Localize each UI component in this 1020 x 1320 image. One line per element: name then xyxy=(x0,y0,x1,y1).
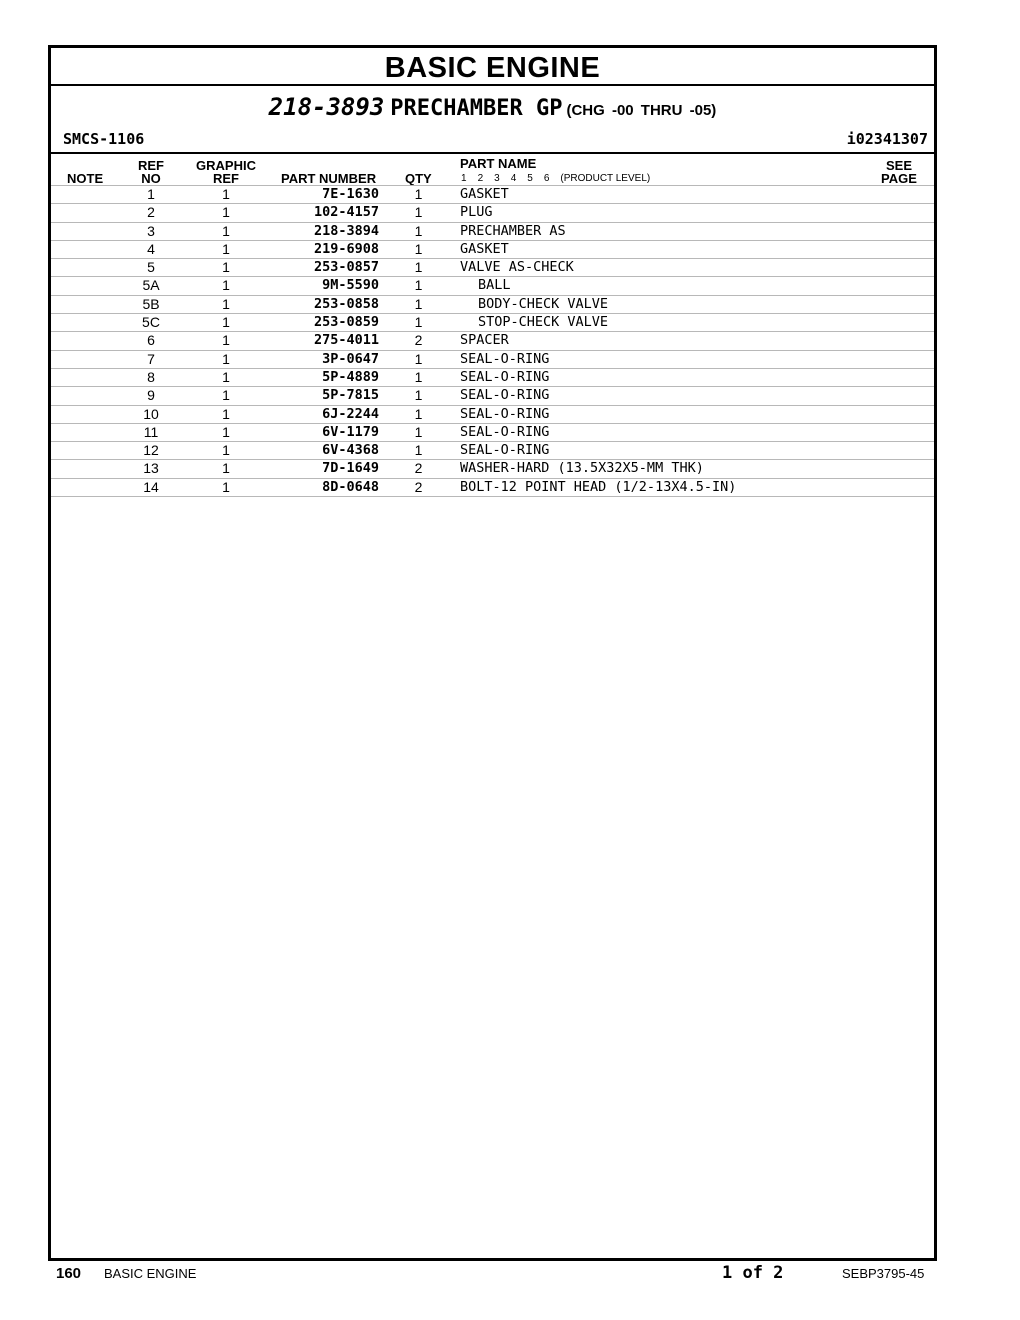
part-name: GASKET xyxy=(460,240,509,257)
quantity: 1 xyxy=(414,314,423,331)
table-row xyxy=(51,313,934,331)
footer-document-id: SEBP3795-45 xyxy=(842,1266,925,1281)
ref-no: 12 xyxy=(143,442,159,459)
header-see-page xyxy=(871,159,927,185)
table-row xyxy=(51,441,934,459)
graphic-ref: 1 xyxy=(222,350,230,367)
page-frame xyxy=(48,45,937,1261)
table-row xyxy=(51,368,934,386)
table-row xyxy=(51,203,934,221)
header-ref-top: REF xyxy=(138,158,164,173)
quantity: 1 xyxy=(414,240,423,257)
header-graphic-top: GRAPHIC xyxy=(196,158,256,173)
header-ref-no xyxy=(121,159,181,185)
header-graphic-ref xyxy=(186,159,266,185)
ref-no: 8 xyxy=(147,368,155,385)
quantity: 1 xyxy=(414,259,423,276)
graphic-ref: 1 xyxy=(222,423,230,440)
ref-no: 1 xyxy=(147,186,155,202)
graphic-ref: 1 xyxy=(222,442,230,459)
graphic-ref: 1 xyxy=(222,295,230,312)
ref-no: 5C xyxy=(142,314,160,331)
table-row xyxy=(51,423,934,441)
graphic-ref: 1 xyxy=(222,332,230,349)
table-row xyxy=(51,222,934,240)
product-level-2: 2 xyxy=(477,173,484,184)
table-row xyxy=(51,258,934,276)
parts-table xyxy=(51,185,934,497)
group-number: 218-3893 xyxy=(268,93,385,121)
table-row xyxy=(51,478,934,497)
graphic-ref: 1 xyxy=(222,478,230,495)
ref-no: 9 xyxy=(147,387,155,404)
part-number: 7D-1649 xyxy=(322,460,379,477)
graphic-ref: 1 xyxy=(222,186,230,202)
part-number: 5P-7815 xyxy=(322,387,379,404)
quantity: 1 xyxy=(414,204,423,221)
quantity: 2 xyxy=(414,332,423,349)
ref-no: 10 xyxy=(143,405,159,422)
part-number: 3P-0647 xyxy=(322,350,379,367)
header-divider xyxy=(51,152,934,154)
header-graphic-bottom: REF xyxy=(213,171,239,186)
header-ref-bottom: NO xyxy=(141,171,161,186)
product-level-6: 6 xyxy=(543,173,550,184)
quantity: 2 xyxy=(414,460,423,477)
footer-page-number: 160 xyxy=(56,1265,82,1282)
header-part-number: PART NUMBER xyxy=(281,171,377,186)
graphic-ref: 1 xyxy=(222,314,230,331)
part-name: WASHER-HARD (13.5X32X5-MM THK) xyxy=(460,460,704,477)
part-name: SEAL-O-RING xyxy=(460,368,550,385)
ref-no: 4 xyxy=(147,240,155,257)
part-name: GASKET xyxy=(460,186,509,202)
part-name: VALVE AS-CHECK xyxy=(460,259,574,276)
quantity: 1 xyxy=(414,295,423,312)
quantity: 1 xyxy=(414,387,423,404)
ref-no: 7 xyxy=(147,350,155,367)
product-level-1: 1 xyxy=(461,173,467,184)
header-product-levels xyxy=(461,173,650,184)
part-number: 5P-4889 xyxy=(322,368,379,385)
part-name: BOLT-12 POINT HEAD (1/2-13X4.5-IN) xyxy=(460,478,737,495)
graphic-ref: 1 xyxy=(222,368,230,385)
part-number: 102-4157 xyxy=(313,204,379,221)
part-number: 253-0857 xyxy=(313,259,379,276)
quantity: 1 xyxy=(414,222,423,239)
table-row xyxy=(51,405,934,423)
quantity: 1 xyxy=(414,423,423,440)
part-name: SEAL-O-RING xyxy=(460,387,550,404)
ref-no: 13 xyxy=(143,460,159,477)
quantity: 1 xyxy=(414,350,423,367)
graphic-ref: 1 xyxy=(222,405,230,422)
illustration-id: i02341307 xyxy=(846,130,928,148)
part-number: 7E-1630 xyxy=(322,186,379,202)
footer-page-of: 1 of 2 xyxy=(722,1263,784,1283)
section-title: BASIC ENGINE xyxy=(51,48,934,86)
header-see-top: SEE xyxy=(885,158,912,173)
part-number: 219-6908 xyxy=(313,240,379,257)
ref-no: 5B xyxy=(142,295,160,312)
graphic-ref: 1 xyxy=(222,240,230,257)
header-note: NOTE xyxy=(67,171,104,186)
part-number: 253-0859 xyxy=(313,314,379,331)
part-number: 6V-4368 xyxy=(322,442,379,459)
part-number: 275-4011 xyxy=(313,332,379,349)
table-row xyxy=(51,386,934,404)
quantity: 2 xyxy=(414,478,423,495)
quantity: 1 xyxy=(414,277,423,294)
table-row xyxy=(51,295,934,313)
quantity: 1 xyxy=(414,405,423,422)
graphic-ref: 1 xyxy=(222,277,230,294)
table-row xyxy=(51,331,934,349)
quantity: 1 xyxy=(414,368,423,385)
table-row xyxy=(51,350,934,368)
graphic-ref: 1 xyxy=(222,204,230,221)
part-name: PLUG xyxy=(460,204,493,221)
table-row xyxy=(51,459,934,477)
ref-no: 2 xyxy=(147,204,155,221)
part-name: SEAL-O-RING xyxy=(460,405,550,422)
ref-no: 5A xyxy=(142,277,160,294)
quantity: 1 xyxy=(414,186,423,202)
part-name: SEAL-O-RING xyxy=(460,423,550,440)
header-qty: QTY xyxy=(405,171,432,186)
smcs-code: SMCS-1106 xyxy=(63,130,145,148)
table-row xyxy=(51,276,934,294)
part-number: 6V-1179 xyxy=(322,423,379,440)
part-number: 253-0858 xyxy=(313,295,379,312)
ref-no: 11 xyxy=(143,423,159,440)
part-name: SEAL-O-RING xyxy=(460,442,550,459)
header-see-bottom: PAGE xyxy=(881,171,917,186)
graphic-ref: 1 xyxy=(222,259,230,276)
ref-no: 14 xyxy=(143,478,159,495)
product-level-5: 5 xyxy=(527,173,533,184)
part-name: SEAL-O-RING xyxy=(460,350,550,367)
ref-no: 6 xyxy=(147,332,155,349)
part-number: 218-3894 xyxy=(313,222,379,239)
part-number: 9M-5590 xyxy=(322,277,379,294)
group-title xyxy=(51,90,934,128)
ref-no: 5 xyxy=(147,259,155,276)
part-number: 8D-0648 xyxy=(322,478,379,495)
part-name: BODY-CHECK VALVE xyxy=(478,295,609,312)
product-level-3: 3 xyxy=(494,173,500,184)
footer-section-name: BASIC ENGINE xyxy=(104,1266,197,1281)
group-change-range: (CHG -00 THRU -05) xyxy=(566,102,717,119)
table-row xyxy=(51,185,934,203)
part-name: SPACER xyxy=(460,332,509,349)
graphic-ref: 1 xyxy=(222,460,230,477)
quantity: 1 xyxy=(414,442,423,459)
header-part-name: PART NAME xyxy=(460,156,537,171)
graphic-ref: 1 xyxy=(222,222,230,239)
ref-no: 3 xyxy=(147,222,155,239)
graphic-ref: 1 xyxy=(222,387,230,404)
part-name: BALL xyxy=(478,277,511,294)
product-level-4: 4 xyxy=(510,173,517,184)
part-name: PRECHAMBER AS xyxy=(460,222,566,239)
part-number: 6J-2244 xyxy=(322,405,379,422)
part-name: STOP-CHECK VALVE xyxy=(478,314,609,331)
product-level-label: (PRODUCT LEVEL) xyxy=(560,173,651,184)
group-name: PRECHAMBER GP xyxy=(390,96,563,121)
table-row xyxy=(51,240,934,258)
